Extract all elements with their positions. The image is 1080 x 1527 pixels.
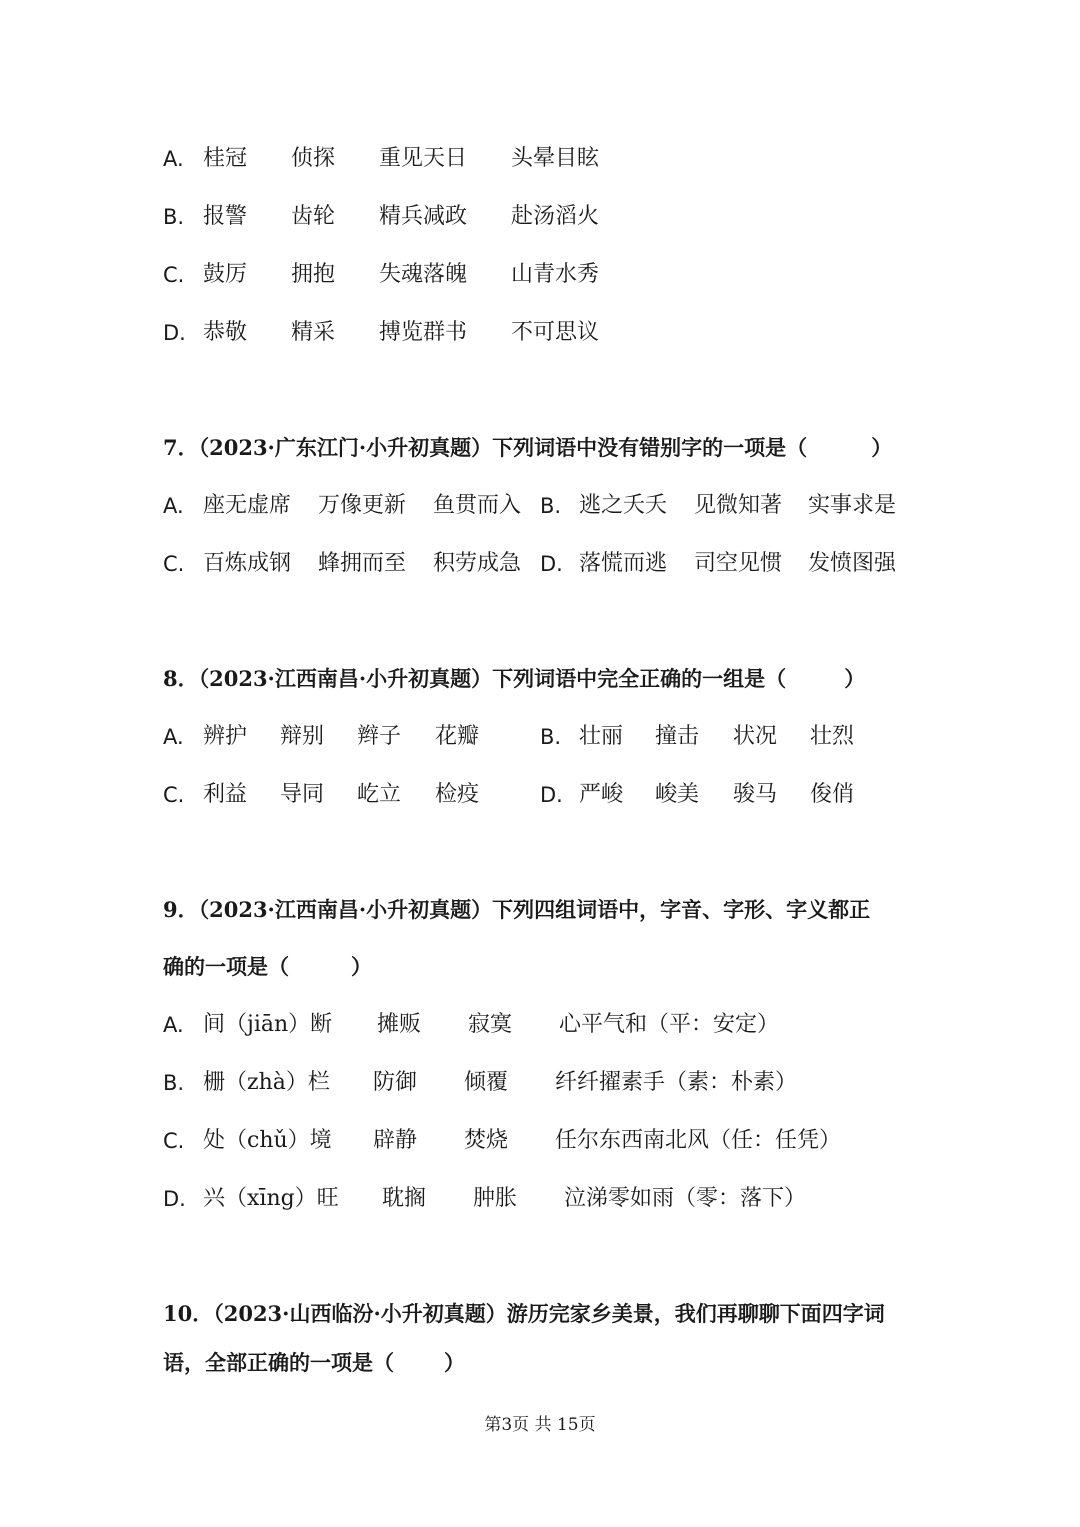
option-word: 导同 [280, 782, 325, 807]
option-word: 倾覆 [464, 1070, 509, 1095]
option-letter: A. [163, 147, 184, 171]
option-word: 实事求是 [808, 493, 897, 518]
option-word: 报警 [203, 204, 248, 229]
option-word: 见微知著 [694, 493, 783, 518]
option-word: 鱼贯而入 [433, 493, 522, 518]
option-word: 不可思议 [511, 320, 600, 345]
option-word: 逃之夭夭 [579, 493, 668, 518]
option-word: 撞击 [655, 724, 700, 749]
option-word: 山青水秀 [511, 262, 600, 287]
option-word: 失魂落魄 [379, 262, 468, 287]
q10-stem-line-2 [163, 1343, 465, 1383]
option-word: 司空见惯 [694, 551, 783, 576]
q8-stem [163, 659, 865, 699]
option-word: 摊贩 [377, 1012, 422, 1037]
q9-stem-line-2 [163, 947, 372, 987]
option-letter: B. [540, 494, 562, 518]
option-word: 状况 [733, 724, 778, 749]
option-word: 利益 [203, 782, 248, 807]
question-text: 8．（2023·江西南昌·小升初真题）下列词语中完全正确的一组是（ [163, 666, 787, 691]
option-word: 鼓厉 [203, 262, 248, 287]
option-word: 壮烈 [810, 724, 855, 749]
q10-stem-line-1 [163, 1294, 885, 1334]
option-letter: C. [163, 1129, 185, 1153]
option-letter: A. [163, 494, 184, 518]
option-letter: C. [163, 263, 185, 287]
option-word: 严峻 [579, 782, 624, 807]
option-word: 屹立 [357, 782, 402, 807]
option-word: 桂冠 [203, 146, 248, 171]
option-word: 百炼成钢 [203, 551, 292, 576]
option-word: 耽搁 [382, 1186, 427, 1211]
option-word: 精采 [291, 320, 336, 345]
option-letter: C. [163, 783, 185, 807]
question-close: ） [351, 954, 372, 979]
option-letter: D. [163, 1187, 186, 1211]
option-letter: D. [540, 552, 563, 576]
option-word: 侦探 [291, 146, 336, 171]
option-word: 花瓣 [435, 724, 480, 749]
question-text: 确的一项是（ [163, 954, 289, 979]
option-word: 检疫 [435, 782, 480, 807]
q7-stem [163, 428, 892, 468]
option-word: 赴汤滔火 [511, 204, 600, 229]
option-word: 辩别 [280, 724, 325, 749]
option-letter: C. [163, 552, 185, 576]
option-word: 辨护 [203, 724, 248, 749]
option-word: 发愤图强 [808, 551, 897, 576]
option-word: 座无虚席 [203, 493, 292, 518]
option-word: 精兵减政 [379, 204, 468, 229]
option-letter: B. [163, 205, 185, 229]
option-word: 辟静 [373, 1128, 418, 1153]
question-text: 9．（2023·江西南昌·小升初真题）下列四组词语中，字音、字形、字义都正 [163, 897, 871, 922]
question-close: ） [844, 666, 866, 691]
option-word: 任尔东西南北风（任：任凭） [555, 1128, 842, 1153]
question-text: 10．（2023·山西临汾·小升初真题）游历完家乡美景，我们再聊聊下面四字词 [163, 1301, 885, 1326]
q9-stem-line-1 [163, 890, 870, 930]
option-word: 纤纤擢素手（素：朴素） [555, 1070, 798, 1095]
option-word: 壮丽 [579, 724, 624, 749]
option-letter: D. [163, 321, 186, 345]
option-word: 峻美 [655, 782, 700, 807]
option-word: 重见天日 [379, 146, 468, 171]
option-letter: B. [163, 1071, 185, 1095]
option-word: 齿轮 [291, 204, 336, 229]
option-letter: B. [540, 725, 562, 749]
option-word: 恭敬 [203, 320, 248, 345]
question-close: ） [444, 1350, 465, 1375]
option-word: 心平气和（平：安定） [559, 1012, 780, 1037]
option-word: 俊俏 [810, 782, 855, 807]
option-word: 头晕目眩 [511, 146, 600, 171]
option-word: 蜂拥而至 [318, 551, 407, 576]
option-word: 兴（xīng）旺 [203, 1186, 339, 1211]
question-close: ） [871, 435, 893, 460]
option-word: 寂寞 [468, 1012, 513, 1037]
option-word: 搏览群书 [379, 320, 468, 345]
option-word: 间（jiān）断 [203, 1012, 333, 1037]
option-word: 泣涕零如雨（零：落下） [564, 1186, 807, 1211]
option-letter: A. [163, 1013, 184, 1037]
option-word: 落慌而逃 [579, 551, 668, 576]
option-word: 防御 [373, 1070, 418, 1095]
option-letter: D. [540, 783, 563, 807]
page-footer: 第3页 共 15页 [484, 1415, 596, 1435]
option-word: 处（chǔ）境 [203, 1128, 332, 1153]
question-text: 7．（2023·广东江门·小升初真题）下列词语中没有错别字的一项是（ [163, 435, 808, 460]
option-word: 焚烧 [464, 1128, 509, 1153]
option-word: 辫子 [357, 724, 402, 749]
option-word: 骏马 [733, 782, 778, 807]
option-letter: A. [163, 725, 184, 749]
option-word: 万像更新 [318, 493, 407, 518]
option-word: 积劳成急 [433, 551, 522, 576]
option-word: 肿胀 [473, 1186, 518, 1211]
option-word: 拥抱 [291, 262, 336, 287]
question-text: 语，全部正确的一项是（ [163, 1350, 394, 1375]
option-word: 栅（zhà）栏 [203, 1070, 330, 1095]
